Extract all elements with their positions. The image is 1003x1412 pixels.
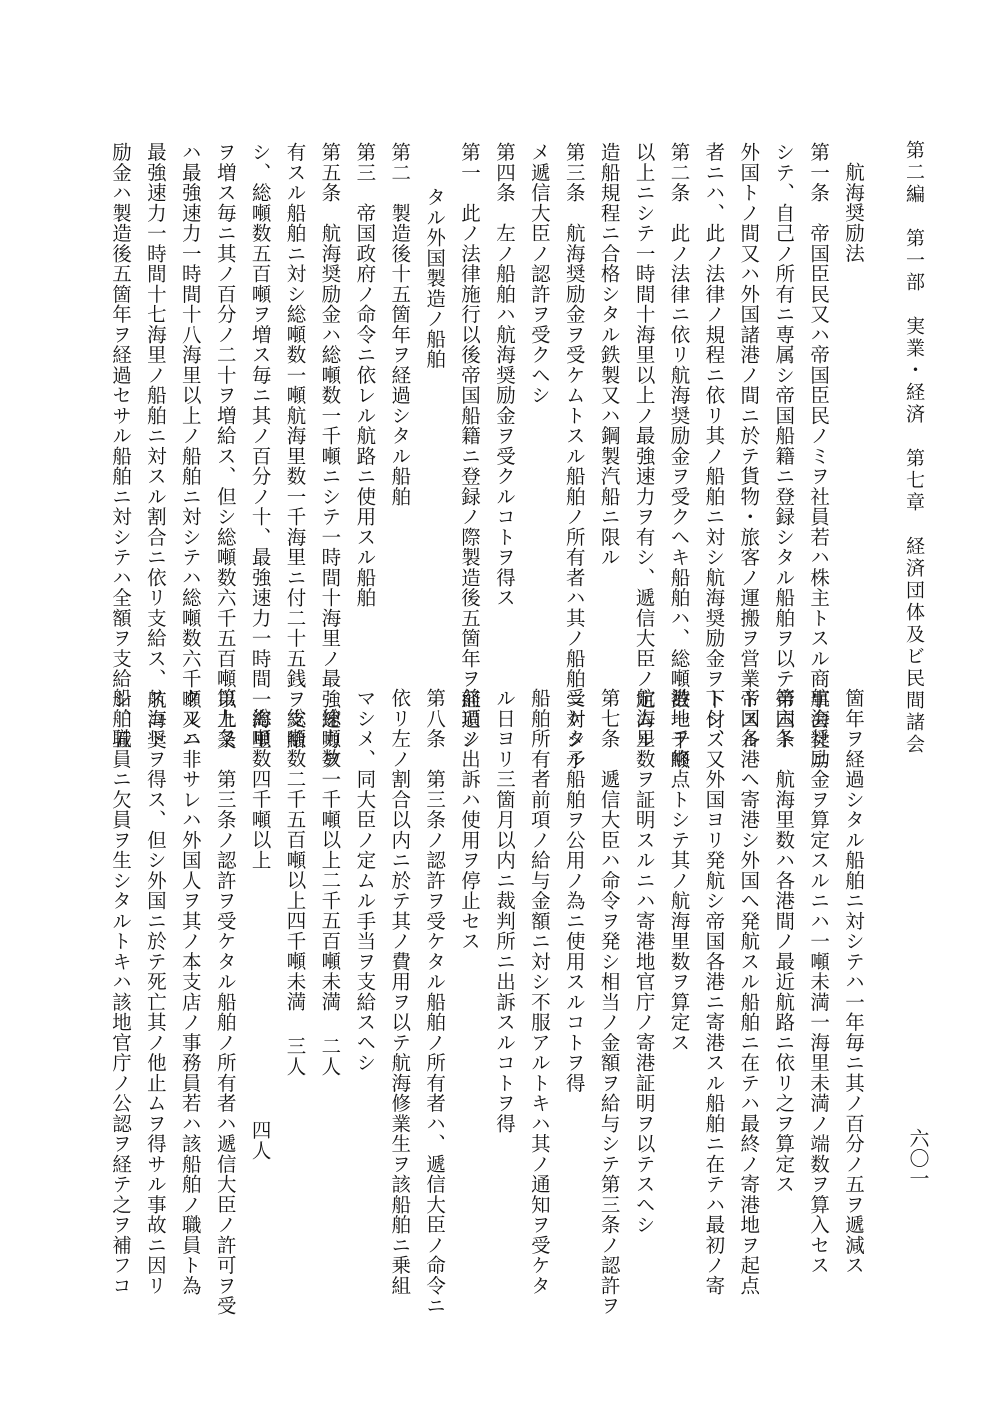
tonnage-label: 総噸数四千噸以上 (248, 708, 272, 870)
text-line: 第四条 左ノ船舶ハ航海奨励金ヲ受クルコトヲ得ス (492, 142, 516, 608)
tonnage-row (312, 688, 347, 1368)
text-line: 第九条 第三条ノ認許ヲ受ケタル船舶ノ所有者ハ遞信大臣ノ許可ヲ受 (213, 688, 237, 1316)
text-line: 船舶職員ニ欠員ヲ生シタルトキハ該地官庁ノ公認ヲ経テ之ヲ補フコ (108, 688, 132, 1296)
text-line: スコトヲ得ス、但シ外国ニ於テ死亡其ノ他止ムヲ得サル事故ニ因リ (143, 688, 167, 1296)
text-line: 最強速力一時間十七海里ノ船舶ニ対スル割合ニ依リ支給ス、航海奨 (143, 142, 167, 750)
text-line: 依リ左ノ割合以内ニ於テ其ノ費用ヲ以テ航海修業生ヲ該船舶ニ乗組 (388, 688, 412, 1296)
trainee-count: 三人 (283, 1035, 307, 1077)
text-line: 者ニハ、此ノ法律ノ規程ニ依リ其ノ船舶ニ対シ航海奨励金ヲ下付ス (702, 142, 726, 750)
text-line: 第五条 航海奨励金ハ総噸数一千噸ニシテ一時間十海里ノ最強速力ヲ (318, 142, 342, 770)
text-line: 第二 製造後十五箇年ヲ経過シタル船舶 (388, 142, 412, 507)
tonnage-row (277, 688, 312, 1368)
text-line: 船舶所有者前項ノ給与金額ニ対シ不服アルトキハ其ノ通知ヲ受ケタ (527, 688, 551, 1296)
text-line: タル外国製造ノ船舶 (423, 187, 447, 370)
text-line: 第七条 遞信大臣ハ命令ヲ発シ相当ノ金額ヲ給与シテ第三条ノ認許ヲ (597, 688, 621, 1316)
text-line: クルニ非サレハ外国人ヲ其ノ本支店ノ事務員若ハ該船舶ノ職員ト為 (178, 688, 202, 1296)
text-line: 第一条 帝国臣民又ハ帝国臣民ノミヲ社員若ハ株主トスル商事会社ニ (807, 142, 831, 770)
text-line: シテ、自己ノ所有ニ専属シ帝国船籍ニ登録シタル船舶ヲ以テ帝国ト (772, 142, 796, 750)
text-line: 第一 此ノ法律施行以後帝国船籍ニ登録ノ際製造後五箇年ヲ経過シ (458, 142, 482, 750)
text-line: ル日ヨリ三箇月以内ニ裁判所ニ出訴スルコトヲ得 (492, 688, 516, 1134)
text-line: 励金ハ製造後五箇年ヲ経過セサル船舶ニ対シテハ全額ヲ支給シ、五 (108, 142, 132, 750)
text-block-lower (102, 688, 870, 1368)
text-line: ヲ増ス毎ニ其ノ百分ノ二十ヲ増給ス、但シ総噸数六千五百噸以上又 (213, 142, 237, 750)
text-line: 箇年ヲ経過シタル船舶ニ対シテハ一年毎ニ其ノ百分ノ五ヲ遞減ス (842, 688, 865, 1276)
text-line: 港地ヲ終点トシテ其ノ航海里数ヲ算定ス (667, 688, 691, 1053)
text-line: 造船規程ニ合格シタル鉄製又ハ鋼製汽船ニ限ル (597, 142, 621, 568)
page-number: 六〇一 (906, 1128, 930, 1188)
text-line: 第三 帝国政府ノ命令ニ依レル航路ニ使用スル船舶 (353, 142, 377, 608)
text-line: 前項ノ出訴ハ使用ヲ停止セス (458, 688, 482, 952)
tonnage-label: 総噸数二千五百噸以上四千噸未満 (283, 708, 307, 1012)
text-line: 有スル船舶ニ対シ総噸数一噸航海里数一千海里ニ付二十五銭ヲ支給 (283, 142, 307, 750)
text-block-upper (102, 142, 870, 770)
running-header: 第二編 第一部 実業・経済 第七章 経済団体及ビ民間諸会 (903, 140, 925, 756)
text-line: 第六条 航海里数ハ各港間ノ最近航路ニ依リ之ヲ算定ス (772, 688, 796, 1195)
trainee-count: 二人 (318, 1035, 342, 1077)
text-line: 第二条 此ノ法律ニ依リ航海奨励金ヲ受クヘキ船舶ハ、総噸数一千噸 (667, 142, 691, 770)
text-line: 航海奨励金ヲ算定スルニハ一噸未満一海里未満ノ端数ヲ算入セス (807, 688, 831, 1276)
tonnage-label: 総噸数一千噸以上二千五百噸未満 (318, 708, 342, 1012)
text-line: 以上ニシテ一時間十海里以上ノ最強速力ヲ有シ、遞信大臣ノ定ムル (632, 142, 656, 750)
text-line: メ遞信大臣ノ認許ヲ受クヘシ (527, 142, 551, 406)
text-line: 帝国各港ヘ寄港シ外国ヘ発航スル船舶ニ在テハ最終ノ寄港地ヲ起点 (737, 688, 761, 1296)
text-line: 外国トノ間又ハ外国諸港ノ間ニ於テ貨物・旅客ノ運搬ヲ営業トスル (737, 142, 761, 750)
tonnage-row (242, 688, 277, 1368)
text-line: 第三条 航海奨励金ヲ受ケムトスル船舶ノ所有者ハ其ノ船舶ニ対シ予 (562, 142, 586, 770)
law-title: 航海奨励法 (842, 162, 865, 264)
text-line: マシメ、同大臣ノ定ムル手当ヲ支給スヘシ (353, 688, 377, 1073)
text-line: トシ、又外国ヨリ発航シ帝国各港ニ寄港スル船舶ニ在テハ最初ノ寄 (702, 688, 726, 1296)
text-line: 第八条 第三条ノ認許ヲ受ケタル船舶ノ所有者ハ、遞信大臣ノ命令ニ (423, 688, 447, 1316)
text-line: シ、総噸数五百噸ヲ増ス毎ニ其ノ百分ノ十、最強速力一時間一海里 (248, 142, 272, 750)
text-line: 航海里数ヲ証明スルニハ寄港地官庁ノ寄港証明ヲ以テスヘシ (632, 688, 656, 1235)
text-line: ハ最強速力一時間十八海里以上ノ船舶ニ対シテハ総噸数六千噸又ハ (178, 142, 202, 750)
text-line: 受ケタル船舶ヲ公用ノ為ニ使用スルコトヲ得 (562, 688, 586, 1093)
trainee-count: 四人 (248, 1120, 272, 1161)
